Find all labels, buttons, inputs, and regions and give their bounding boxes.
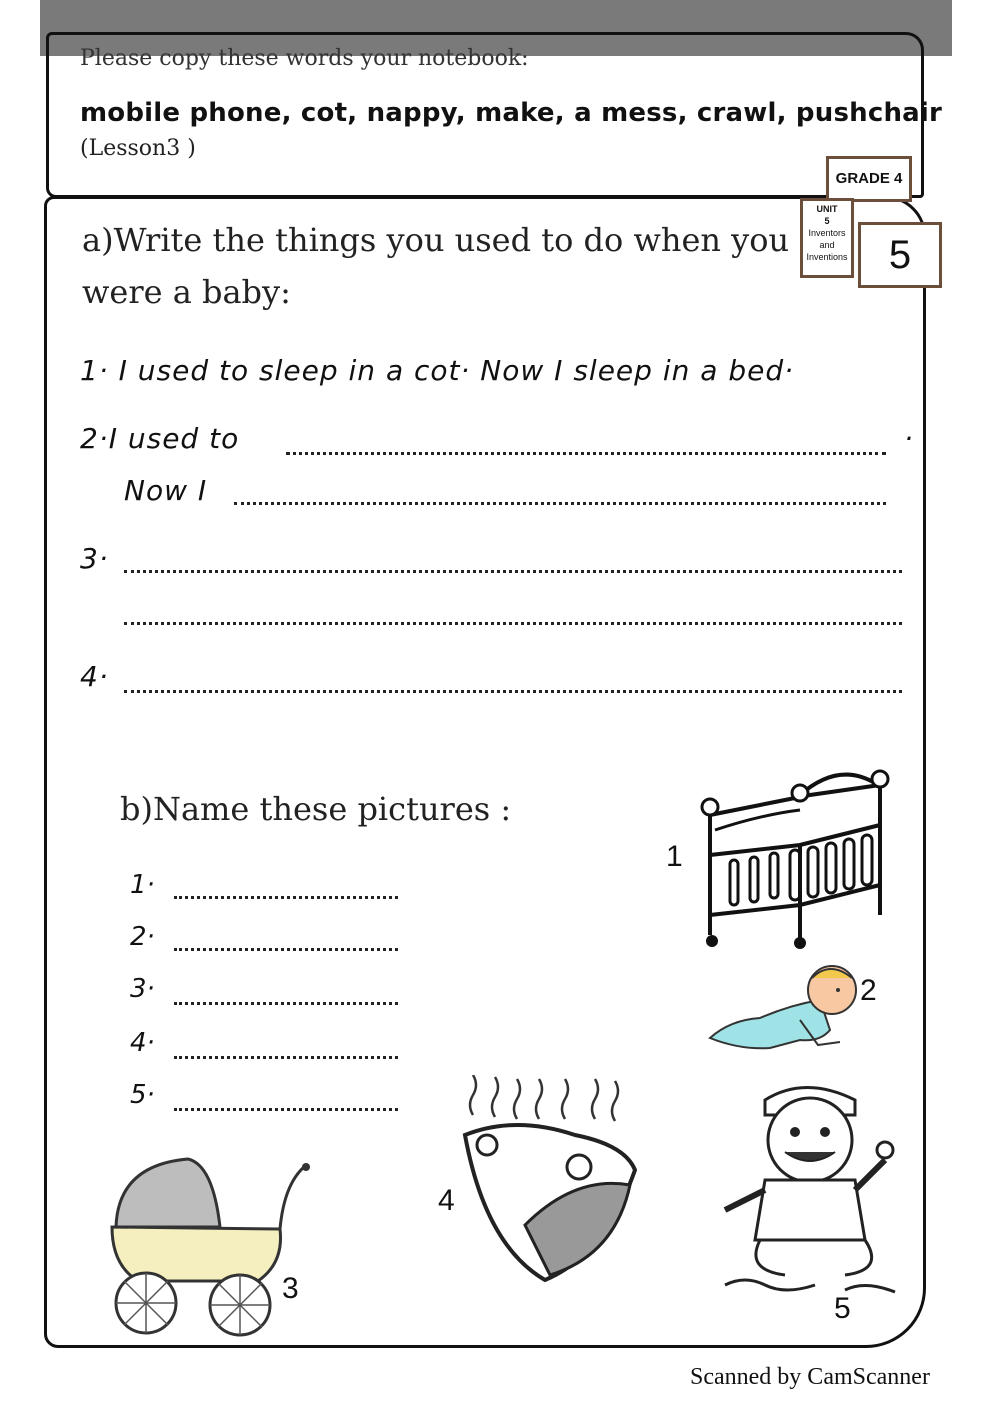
- picture-label-5: 5: [834, 1292, 851, 1325]
- picture-label-4: 4: [438, 1184, 455, 1217]
- picture-answer-line[interactable]: [174, 1002, 398, 1005]
- section-b-title: b)Name these pictures :: [120, 790, 512, 828]
- scanner-watermark: Scanned by CamScanner: [690, 1364, 930, 1390]
- vocabulary-words: mobile phone, cot, nappy, make, a mess, crawl, pushchair: [80, 98, 943, 128]
- cot-picture: [700, 765, 890, 950]
- item-4-prefix: 4·: [80, 660, 109, 693]
- item-3-prefix: 3·: [80, 542, 109, 575]
- lesson-label: (Lesson3 ): [80, 136, 196, 161]
- grade-badge: GRADE 4: [826, 156, 912, 202]
- unit-badge: [800, 198, 854, 278]
- unit-title-3: Inventions: [806, 252, 848, 262]
- picture-answer-number: 3·: [130, 974, 155, 1004]
- unit-title-2: and: [819, 240, 835, 250]
- picture-label-2: 2: [860, 974, 877, 1007]
- picture-answer-line[interactable]: [174, 948, 398, 951]
- unit-number: 5: [824, 216, 830, 226]
- picture-answer-line[interactable]: [174, 1108, 398, 1111]
- item-2-prefix: 2·I used to: [80, 422, 240, 455]
- item-2-now: Now I: [124, 474, 208, 507]
- answer-line[interactable]: [124, 570, 902, 573]
- answer-line[interactable]: [124, 622, 902, 625]
- messy-child-picture: [705, 1070, 915, 1305]
- pushchair-picture: [108, 1155, 318, 1340]
- picture-label-3: 3: [282, 1272, 299, 1305]
- picture-answer-line[interactable]: [174, 896, 398, 899]
- picture-answer-number: 4·: [130, 1028, 155, 1058]
- unit-number-badge: 5: [858, 222, 942, 288]
- crawling-baby-picture: [700, 960, 860, 1055]
- unit-title-1: Inventors: [808, 228, 846, 238]
- section-a-title-line1: a)Write the things you used to do when you: [82, 221, 790, 259]
- answer-line[interactable]: [124, 690, 902, 693]
- example-sentence: 1· I used to sleep in a cot· Now I sleep in a bed·: [80, 354, 794, 387]
- answer-line[interactable]: [234, 502, 886, 505]
- picture-answer-line[interactable]: [174, 1056, 398, 1059]
- picture-answer-number: 2·: [130, 922, 155, 952]
- picture-answer-number: 1·: [130, 870, 155, 900]
- unit-label: UNIT: [816, 204, 838, 214]
- answer-line[interactable]: [286, 452, 886, 455]
- copy-instruction: Please copy these words your notebook:: [80, 46, 529, 71]
- section-a-title-line2: were a baby:: [82, 273, 291, 311]
- item-2-end: ·: [904, 422, 914, 455]
- nappy-picture: [455, 1075, 645, 1285]
- picture-label-1: 1: [666, 840, 683, 873]
- picture-answer-number: 5·: [130, 1080, 155, 1110]
